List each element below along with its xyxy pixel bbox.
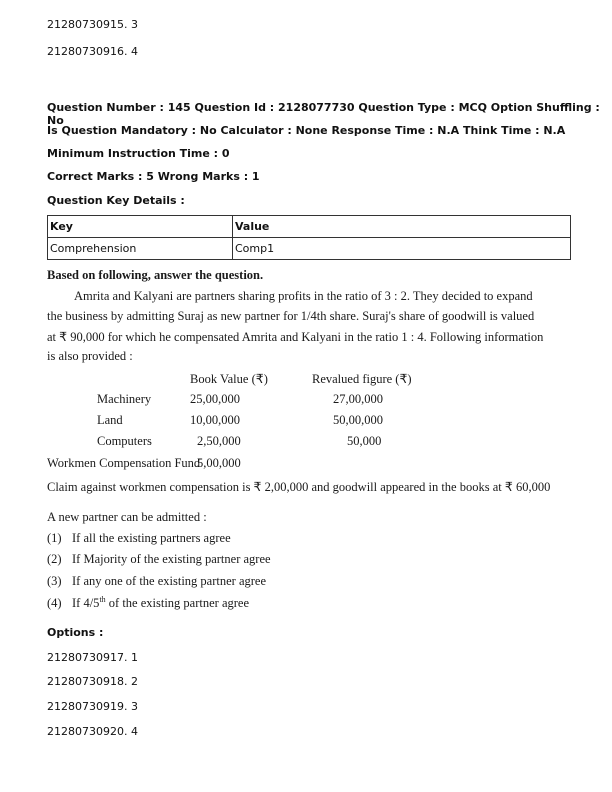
- asset-book-computers: 2,50,000: [197, 434, 241, 448]
- choice-number-2: (2): [47, 552, 62, 566]
- table-header-row: [48, 216, 571, 238]
- wcf-book-value: 5,00,000: [197, 456, 241, 470]
- table-row: [48, 238, 571, 260]
- passage-line-4: is also provided :: [47, 349, 133, 363]
- choice-text-4-post: of the existing partner agree: [105, 596, 250, 610]
- choice-number-3: (3): [47, 574, 62, 588]
- asset-revalued-machinery: 27,00,000: [333, 392, 383, 406]
- choice-text-1: If all the existing partners agree: [72, 531, 231, 545]
- option-1: 21280730917. 1: [47, 651, 138, 664]
- asset-name-land: Land: [97, 413, 123, 427]
- choice-text-4-pre: If 4/5: [72, 596, 100, 610]
- wcf-name: Workmen Compensation Fund: [47, 456, 201, 470]
- choice-number-4: (4): [47, 596, 62, 610]
- table-cell-key: Comprehension: [48, 238, 233, 260]
- choice-text-3: If any one of the existing partner agree: [72, 574, 267, 588]
- options-title: Options :: [47, 626, 104, 639]
- marks-line: Correct Marks : 5 Wrong Marks : 1: [47, 170, 260, 183]
- passage-line-1: Amrita and Kalyani are partners sharing profits in the ratio of 3 : 2. They decided to expand: [74, 289, 533, 303]
- passage-line-3: at ₹ 90,000 for which he compensated Amrita and Kalyani in the ratio 1 : 4. Following information: [47, 330, 544, 344]
- option-2: 21280730918. 2: [47, 675, 138, 688]
- table-header-key: Key: [48, 216, 233, 238]
- choice-text-4-sup: th: [99, 594, 106, 604]
- question-stem: A new partner can be admitted :: [47, 510, 207, 524]
- question-meta-line-2: Is Question Mandatory : No Calculator : None Response Time : N.A Think Time : N.A: [47, 124, 566, 137]
- claim-line: Claim against workmen compensation is ₹ 2,00,000 and goodwill appeared in the books at ₹ 60,000: [47, 480, 551, 494]
- option-3: 21280730919. 3: [47, 700, 138, 713]
- asset-book-land: 10,00,000: [190, 413, 240, 427]
- choice-text-2: If Majority of the existing partner agree: [72, 552, 271, 566]
- key-details-title: Question Key Details :: [47, 194, 185, 207]
- passage-heading: Based on following, answer the question.: [47, 268, 264, 282]
- asset-revalued-land: 50,00,000: [333, 413, 383, 427]
- prev-option-2: 21280730916. 4: [47, 45, 138, 58]
- asset-revalued-computers: 50,000: [347, 434, 382, 448]
- header-book-value: Book Value (₹): [190, 372, 268, 386]
- table-header-value: Value: [233, 216, 571, 238]
- prev-option-1: 21280730915. 3: [47, 18, 138, 31]
- question-meta-line-1: Question Number : 145 Question Id : 2128077730 Question Type : MCQ Option Shuffling : No: [47, 101, 600, 127]
- asset-name-computers: Computers: [97, 434, 152, 448]
- asset-name-machinery: Machinery: [97, 392, 152, 406]
- choice-text-4: [72, 596, 249, 611]
- table-cell-value: Comp1: [233, 238, 571, 260]
- passage-line-2: the business by admitting Suraj as new partner for 1/4th share. Suraj's share of goodwill is valued: [47, 309, 535, 323]
- question-meta-line-3: Minimum Instruction Time : 0: [47, 147, 230, 160]
- key-value-table: [47, 215, 571, 260]
- choice-number-1: (1): [47, 531, 62, 545]
- header-revalued-figure: Revalued figure (₹): [312, 372, 412, 386]
- asset-book-machinery: 25,00,000: [190, 392, 240, 406]
- option-4: 21280730920. 4: [47, 725, 138, 738]
